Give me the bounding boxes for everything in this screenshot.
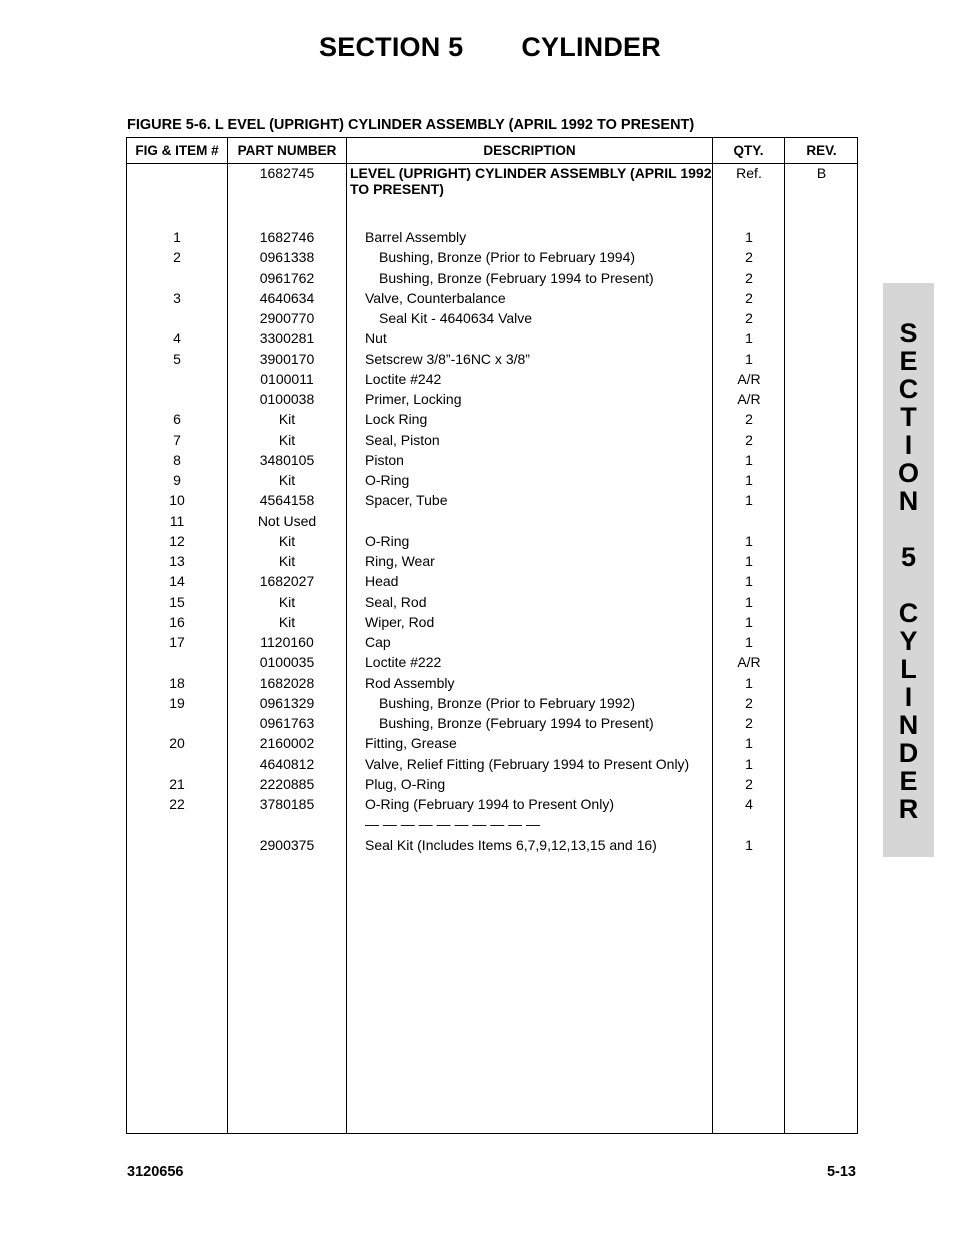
- fig-item-number: 16: [169, 613, 185, 630]
- part-number: 0961338: [259, 249, 315, 266]
- description: Bushing, Bronze (Prior to February 1992): [379, 694, 636, 711]
- description: O-Ring: [365, 472, 410, 488]
- table-row: [127, 572, 857, 592]
- table-row: [127, 512, 857, 532]
- description: Wiper, Rod: [365, 613, 435, 630]
- column-header-description: DESCRIPTION: [483, 143, 576, 158]
- table-row: [127, 633, 857, 653]
- table-row: [127, 593, 857, 613]
- description: Barrel Assembly: [365, 229, 467, 245]
- quantity: 2: [745, 694, 753, 711]
- fig-item-number: 1: [173, 229, 181, 245]
- description: Bushing, Bronze (Prior to February 1994): [379, 249, 636, 266]
- figure-title: FIGURE 5-6. L EVEL (UPRIGHT) CYLINDER ASSEMBLY (APRIL 1992 TO PRESENT): [127, 117, 695, 133]
- quantity: 1: [745, 492, 753, 509]
- description: Seal Kit (Includes Items 6,7,9,12,13,15 and 16): [365, 836, 657, 853]
- revision: B: [816, 165, 827, 181]
- fig-item-number: 9: [173, 472, 181, 488]
- quantity: Ref.: [736, 165, 762, 181]
- part-number: 2900770: [259, 310, 315, 326]
- quantity: 2: [745, 775, 753, 792]
- quantity: 1: [745, 613, 753, 630]
- footer-page-number: 5-13: [826, 1164, 856, 1180]
- quantity: 2: [745, 431, 753, 448]
- part-number: 4640812: [259, 755, 315, 772]
- page-header: [0, 32, 954, 63]
- part-number: Kit: [278, 613, 296, 630]
- table-row: [127, 471, 857, 491]
- quantity: 2: [745, 249, 753, 266]
- quantity: 1: [745, 532, 753, 549]
- quantity: 1: [745, 472, 753, 488]
- description: Spacer, Tube: [365, 492, 448, 509]
- table-row: [127, 350, 857, 370]
- side-tab-letter: D: [898, 738, 919, 768]
- quantity: 2: [745, 289, 753, 306]
- description: — — — — — — — — — —: [365, 816, 541, 833]
- part-number: Kit: [278, 553, 296, 569]
- quantity: 1: [745, 836, 753, 853]
- fig-item-number: 21: [169, 775, 185, 792]
- section-side-tab: [883, 283, 934, 857]
- description: Bushing, Bronze (February 1994 to Present): [379, 715, 654, 731]
- side-tab-letter: L: [900, 654, 917, 684]
- quantity: A/R: [737, 654, 761, 671]
- table-row: [127, 329, 857, 349]
- side-tab-letter: E: [899, 766, 918, 796]
- part-number: 1120160: [260, 634, 314, 650]
- description: Piston: [365, 451, 404, 468]
- fig-item-number: 5: [173, 350, 181, 367]
- side-tab-letter: O: [897, 458, 919, 488]
- side-tab-letter: E: [899, 346, 918, 376]
- table-row: [127, 269, 857, 289]
- side-tab-letter: S: [899, 318, 918, 348]
- quantity: 2: [745, 310, 753, 326]
- quantity: A/R: [737, 391, 761, 407]
- side-tab-letter: 5: [900, 542, 917, 572]
- description: Seal Kit - 4640634 Valve: [379, 310, 533, 326]
- side-tab-letter: I: [904, 430, 913, 460]
- part-number: Not Used: [257, 512, 317, 529]
- description: O-Ring (February 1994 to Present Only): [365, 796, 614, 812]
- table-row: [127, 164, 857, 202]
- description: Seal, Rod: [365, 593, 427, 610]
- quantity: 1: [745, 735, 753, 752]
- quantity: 2: [745, 269, 753, 286]
- table-row: [127, 552, 857, 572]
- side-tab-letter: C: [898, 598, 919, 628]
- part-number: 1682745: [259, 165, 315, 181]
- table-row: [127, 248, 857, 268]
- column-header-item: FIG & ITEM #: [135, 143, 219, 158]
- fig-item-number: 18: [169, 674, 185, 691]
- quantity: 1: [745, 553, 753, 569]
- fig-item-number: 2: [173, 249, 181, 266]
- part-number: 3900170: [259, 350, 315, 367]
- fig-item-number: 19: [169, 694, 185, 711]
- description: Setscrew 3/8”-16NC x 3/8”: [365, 350, 530, 367]
- table-row: [127, 431, 857, 451]
- side-tab-letter: C: [898, 374, 919, 404]
- part-number: Kit: [278, 532, 296, 549]
- quantity: 1: [745, 330, 753, 347]
- description: Primer, Locking: [365, 391, 462, 407]
- part-number: 0100035: [259, 654, 315, 671]
- part-number: 0961329: [259, 694, 315, 711]
- side-tab-letter: R: [898, 794, 919, 824]
- table-row: [127, 491, 857, 511]
- description: Loctite #222: [365, 654, 442, 671]
- part-number: 1682746: [259, 229, 315, 245]
- part-number: Kit: [278, 431, 296, 448]
- table-row: [127, 815, 857, 835]
- part-number: 0100011: [260, 370, 314, 387]
- table-row: [127, 228, 857, 248]
- table-row: [127, 289, 857, 309]
- part-number: 0961762: [259, 269, 315, 286]
- description: Valve, Counterbalance: [365, 289, 506, 306]
- parts-table: [126, 137, 858, 1134]
- part-number: 2160002: [259, 735, 315, 752]
- side-tab-letter: N: [898, 486, 919, 516]
- part-number: Kit: [278, 472, 296, 488]
- quantity: 1: [745, 674, 753, 691]
- part-number: 1682028: [259, 674, 315, 691]
- quantity: 2: [745, 411, 753, 428]
- section-title: CYLINDER: [521, 32, 661, 62]
- fig-item-number: 3: [173, 289, 181, 306]
- description: Lock Ring: [365, 411, 428, 428]
- quantity: 4: [745, 796, 753, 812]
- quantity: 1: [745, 451, 753, 468]
- fig-item-number: 4: [173, 330, 181, 347]
- table-row: [127, 370, 857, 390]
- part-number: 3480105: [259, 451, 315, 468]
- table-row: [127, 836, 857, 856]
- table-row: [127, 674, 857, 694]
- quantity: 1: [745, 229, 753, 245]
- fig-item-number: 13: [169, 553, 185, 569]
- column-header-part-number: PART NUMBER: [237, 143, 337, 158]
- row-spacer: [127, 202, 857, 228]
- part-number: 3780185: [259, 796, 315, 812]
- quantity: 1: [745, 350, 753, 367]
- description: Cap: [365, 634, 391, 650]
- part-number: 2220885: [259, 775, 315, 792]
- footer-doc-number: 3120656: [127, 1164, 184, 1180]
- table-row: [127, 653, 857, 673]
- table-row: [127, 714, 857, 734]
- fig-item-number: 6: [173, 411, 181, 428]
- part-number: 2900375: [259, 836, 315, 853]
- fig-item-number: 17: [169, 634, 185, 650]
- table-row: [127, 390, 857, 410]
- column-header-qty: QTY.: [733, 143, 764, 158]
- table-row: [127, 613, 857, 633]
- quantity: 1: [745, 593, 753, 610]
- part-number: 4564158: [259, 492, 315, 509]
- part-number: 3300281: [259, 330, 315, 347]
- section-label: SECTION 5: [319, 32, 464, 62]
- column-header-rev: REV.: [806, 143, 837, 158]
- table-row: [127, 795, 857, 815]
- table-row: [127, 410, 857, 430]
- fig-item-number: 8: [173, 451, 181, 468]
- side-tab-letter: I: [904, 682, 913, 712]
- table-row: [127, 755, 857, 775]
- fig-item-number: 11: [169, 512, 185, 529]
- quantity: 1: [745, 634, 753, 650]
- table-row: [127, 532, 857, 552]
- table-row: [127, 734, 857, 754]
- description: Seal, Piston: [365, 431, 440, 448]
- fig-item-number: 7: [173, 431, 181, 448]
- fig-item-number: 22: [169, 796, 185, 812]
- description: LEVEL (UPRIGHT) CYLINDER ASSEMBLY (APRIL 1992 TO PRESENT): [350, 165, 712, 197]
- table-row: [127, 694, 857, 714]
- description: Ring, Wear: [365, 553, 435, 569]
- part-number: 1682027: [259, 573, 315, 590]
- table-row: [127, 451, 857, 471]
- quantity: A/R: [737, 370, 761, 387]
- description: Fitting, Grease: [365, 735, 457, 752]
- part-number: Kit: [278, 411, 296, 428]
- description: Loctite #242: [365, 370, 442, 387]
- part-number: Kit: [278, 593, 296, 610]
- side-tab-letter: Y: [899, 626, 918, 656]
- table-body: [127, 164, 857, 856]
- description: Plug, O-Ring: [365, 775, 446, 792]
- description: Nut: [365, 330, 387, 347]
- fig-item-number: 15: [169, 593, 185, 610]
- fig-item-number: 12: [169, 532, 185, 549]
- quantity: 2: [745, 715, 753, 731]
- side-tab-letter: N: [898, 710, 919, 740]
- quantity: 1: [745, 755, 753, 772]
- description: Bushing, Bronze (February 1994 to Present): [379, 269, 654, 286]
- description: Valve, Relief Fitting (February 1994 to Present Only): [365, 755, 690, 772]
- description: O-Ring: [365, 532, 410, 549]
- side-tab-letter: T: [900, 402, 917, 432]
- quantity: 1: [745, 573, 753, 590]
- fig-item-number: 10: [169, 492, 185, 509]
- part-number: 4640634: [259, 289, 315, 306]
- table-row: [127, 309, 857, 329]
- part-number: 0100038: [259, 391, 315, 407]
- description: Rod Assembly: [365, 674, 455, 691]
- description: Head: [365, 573, 399, 590]
- table-row: [127, 775, 857, 795]
- part-number: 0961763: [259, 715, 315, 731]
- fig-item-number: 14: [169, 573, 185, 590]
- fig-item-number: 20: [169, 735, 185, 752]
